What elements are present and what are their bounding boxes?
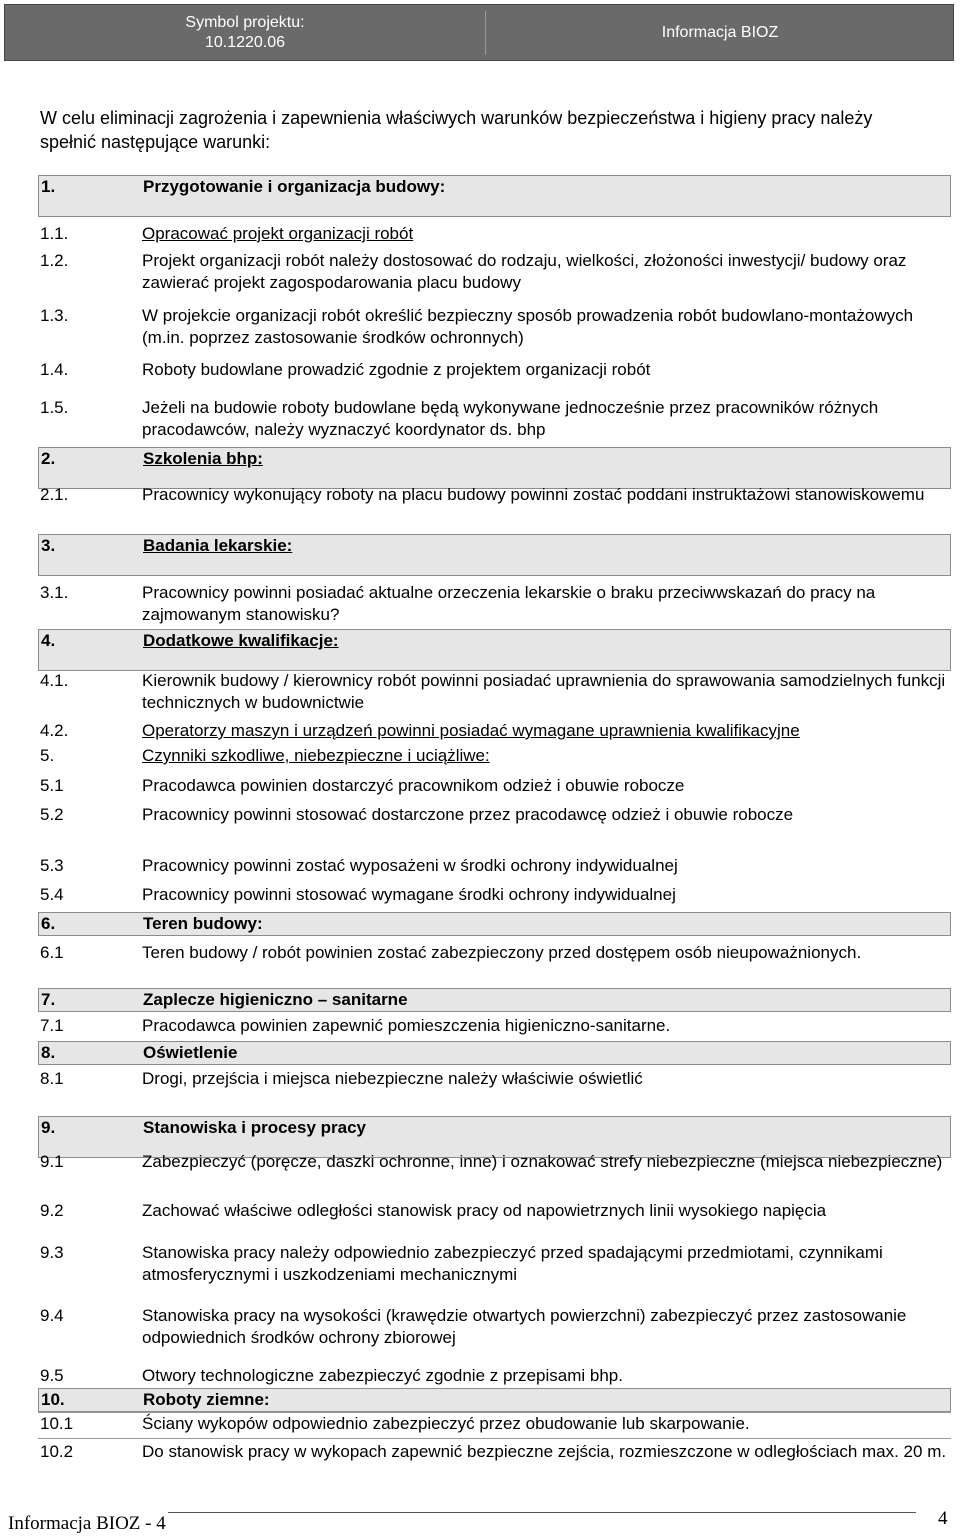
section-number: 3.	[41, 536, 56, 555]
item-number: 1.1.	[40, 224, 69, 243]
item-text: W projekcie organizacji robót określić bezpieczny sposób prowadzenia robót budowlano-montażowych (m.in. poprzez zastosowanie środków ochronnych)	[142, 306, 914, 347]
item-number: 9.1	[40, 1152, 64, 1171]
item-number: 4.1.	[40, 671, 69, 690]
item-text: Zabezpieczyć (poręcze, daszki ochronne, inne) i oznakować strefy niebezpieczne (miejsca niebezpieczne)	[142, 1152, 943, 1171]
section-number: 2.	[41, 449, 56, 468]
item-text: Do stanowisk pracy w wykopach zapewnić bezpieczne zejścia, rozmieszczone w odległościach max. 20 m.	[142, 1442, 947, 1461]
section-number: 9.	[41, 1118, 56, 1137]
item-number: 10.1	[40, 1414, 74, 1433]
item-text: Otwory technologiczne zabezpieczyć zgodnie z przepisami bhp.	[142, 1366, 623, 1385]
section-title: Zaplecze higieniczno – sanitarne	[143, 990, 408, 1009]
section-row	[38, 988, 951, 1012]
page-header	[4, 4, 954, 61]
item-text: Pracownicy powinni stosować wymagane środki ochrony indywidualnej	[142, 885, 676, 904]
item-number: 5.4	[40, 885, 64, 904]
intro-paragraph: W celu eliminacji zagrożenia i zapewnienia właściwych warunków bezpieczeństwa i higieny pracy należy spełnić następujące warunki:	[40, 108, 873, 152]
section-row	[38, 447, 951, 489]
section-title: Oświetlenie	[143, 1043, 238, 1062]
item-number: 9.2	[40, 1201, 64, 1220]
item-number: 6.1	[40, 943, 64, 962]
item-number: 5.3	[40, 856, 64, 875]
section-title: Teren budowy:	[143, 914, 263, 933]
table-rule	[38, 1412, 951, 1413]
item-text: Roboty budowlane prowadzić zgodnie z projektem organizacji robót	[142, 360, 651, 379]
item-number: 1.3.	[40, 306, 69, 325]
item-text: Zachować właściwe odległości stanowisk pracy od napowietrznych linii wysokiego napięcia	[142, 1201, 827, 1220]
item-number: 9.4	[40, 1306, 64, 1325]
table-rule	[38, 1438, 951, 1439]
section-number: 8.	[41, 1043, 56, 1062]
section-row	[38, 175, 951, 217]
section-title: Dodatkowe kwalifikacje:	[143, 631, 339, 650]
header-document-title	[485, 5, 955, 60]
item-text: Projekt organizacji robót należy dostosować do rodzaju, wielkości, złożoności inwestycji/ budowy oraz zawierać projekt zagospodarowania placu budowy	[142, 251, 907, 292]
item-text: Pracownicy wykonujący roboty na placu budowy powinni zostać poddani instruktażowi stanowiskowemu	[142, 485, 925, 504]
item-number: 3.1.	[40, 583, 69, 602]
item-number: 5.2	[40, 805, 64, 824]
section-row	[38, 1388, 951, 1412]
item-number: 10.2	[40, 1442, 74, 1461]
item-text: Ściany wykopów odpowiednio zabezpieczyć przez obudowanie lub skarpowanie.	[142, 1414, 750, 1433]
item-text: Pracodawca powinien dostarczyć pracownikom odzież i obuwie robocze	[142, 776, 685, 795]
section-number: 7.	[41, 990, 56, 1009]
item-number: 4.2.	[40, 721, 69, 740]
header-project-symbol	[5, 5, 485, 60]
project-symbol-value: 10.1220.06	[204, 33, 286, 51]
item-text: Czynniki szkodliwe, niebezpieczne i uciążliwe:	[142, 746, 490, 765]
item-number: 5.1	[40, 776, 64, 795]
section-number: 4.	[41, 631, 56, 650]
section-row	[38, 629, 951, 671]
section-number: 1.	[41, 177, 56, 196]
item-text: Pracownicy powinni posiadać aktualne orzeczenia lekarskie o braku przeciwwskazań do pracy na zajmowanym stanowisku?	[142, 583, 876, 624]
item-number: 1.2.	[40, 251, 69, 270]
item-text: Kierownik budowy / kierownicy robót powinni posiadać uprawnienia do sprawowania samodzielnych funkcji technicznych w budownictwie	[142, 671, 946, 712]
item-text: Jeżeli na budowie roboty budowlane będą wykonywane jednocześnie przez pracowników różnych pracodawców, należy wyznaczyć koordynator ds. bhp	[142, 398, 879, 439]
item-text: Stanowiska pracy należy odpowiednio zabezpieczyć przed spadającymi przedmiotami, czynnikami atmosferycznymi i uszkodzeniami mechanicznymi	[142, 1243, 883, 1284]
item-text: Pracodawca powinien zapewnić pomieszczenia higieniczno-sanitarne.	[142, 1016, 671, 1035]
item-text: Operatorzy maszyn i urządzeń powinni posiadać wymagane uprawnienia kwalifikacyjne	[142, 721, 800, 740]
footer-divider	[168, 1512, 916, 1513]
section-title: Stanowiska i procesy pracy	[143, 1118, 366, 1137]
section-title: Roboty ziemne:	[143, 1390, 270, 1409]
item-number: 1.5.	[40, 398, 69, 417]
section-number: 6.	[41, 914, 56, 933]
item-text: Opracować projekt organizacji robót	[142, 224, 414, 243]
item-number: 8.1	[40, 1069, 64, 1088]
item-text: Stanowiska pracy na wysokości (krawędzie otwartych powierzchni) zabezpieczyć przez zastosowanie odpowiednich środków ochrony zbiorowej	[142, 1306, 907, 1347]
item-number: 7.1	[40, 1016, 64, 1035]
item-number: 9.5	[40, 1366, 64, 1385]
footer-document-label: Informacja BIOZ - 4	[8, 1513, 166, 1534]
section-row	[38, 534, 951, 576]
page-number: 4	[938, 1508, 948, 1529]
item-number: 9.3	[40, 1243, 64, 1262]
project-symbol-label: Symbol projektu:	[185, 13, 305, 31]
section-row	[38, 912, 951, 936]
item-text: Pracownicy powinni stosować dostarczone przez pracodawcę odzież i obuwie robocze	[142, 805, 794, 824]
item-number: 2.1.	[40, 485, 69, 504]
item-text: Teren budowy / robót powinien zostać zabezpieczony przed dostępem osób nieupoważnionych.	[142, 943, 862, 962]
section-number: 10.	[41, 1390, 65, 1409]
section-title: Badania lekarskie:	[143, 536, 293, 555]
document-title: Informacja BIOZ	[661, 23, 779, 41]
item-number: 5.	[40, 746, 55, 765]
item-text: Pracownicy powinni zostać wyposażeni w środki ochrony indywidualnej	[142, 856, 678, 875]
item-text: Drogi, przejścia i miejsca niebezpieczne należy właściwie oświetlić	[142, 1069, 643, 1088]
section-title: Szkolenia bhp:	[143, 449, 263, 468]
section-row	[38, 1041, 951, 1065]
item-number: 1.4.	[40, 360, 69, 379]
section-title: Przygotowanie i organizacja budowy:	[143, 177, 446, 196]
